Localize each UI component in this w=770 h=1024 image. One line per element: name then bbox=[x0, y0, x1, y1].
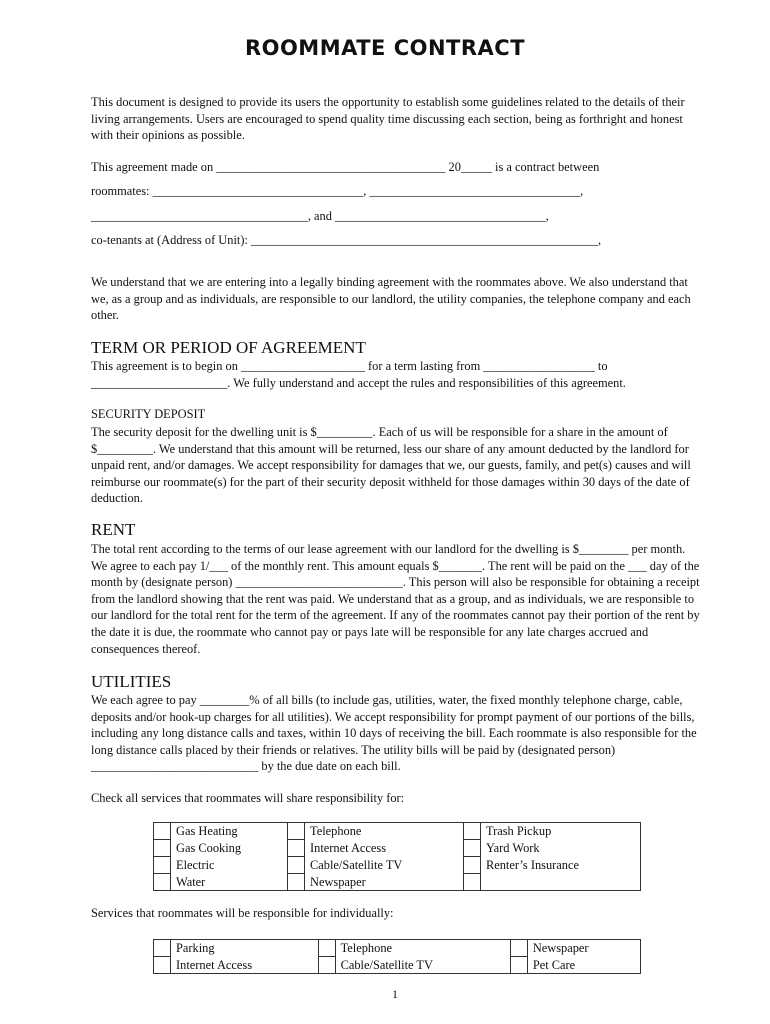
checkbox[interactable] bbox=[463, 857, 480, 874]
table-row bbox=[154, 940, 641, 957]
service-item: Cable/Satellite TV bbox=[335, 957, 510, 974]
service-item: Trash Pickup bbox=[480, 823, 640, 840]
table-row bbox=[154, 874, 641, 891]
checkbox[interactable] bbox=[318, 957, 335, 974]
table-row bbox=[154, 823, 641, 840]
table-row bbox=[154, 857, 641, 874]
checkbox[interactable] bbox=[463, 823, 480, 840]
roommates-line-2: ___________________________________, and __________________________________, bbox=[91, 209, 549, 223]
page-number: 1 bbox=[392, 987, 398, 1001]
service-item: Water bbox=[171, 874, 288, 891]
service-item: Telephone bbox=[305, 823, 464, 840]
service-item: Pet Care bbox=[527, 957, 640, 974]
document-title: ROOMMATE CONTRACT bbox=[244, 36, 526, 60]
checkbox[interactable] bbox=[288, 857, 305, 874]
service-item: Newspaper bbox=[305, 874, 464, 891]
rent-paragraph: The total rent according to the terms of our lease agreement with our landlord for the dwelling is $________ per month. We agree to each pay 1/___ of the monthly rent. This amount equals $_______. The rent will be paid on the ___ day of the month by (designate person) ___________________________. This person will also be responsible for obtaining a receipt from the landlord showing that the rent was paid. We understand that as a group, and as individuals, we are responsible to our landlord for the total rent for the term of the agreement. If any of the roommates cannot pay their portion of the rent by the date it is due, the roommate who cannot pay or pays late will be responsible for any late charges accrued and consequences thereof. bbox=[91, 542, 700, 656]
shared-services-table bbox=[153, 822, 641, 891]
service-item: Yard Work bbox=[480, 840, 640, 857]
service-item: Gas Heating bbox=[171, 823, 288, 840]
individual-services-table bbox=[153, 939, 641, 974]
checkbox[interactable] bbox=[154, 874, 171, 891]
service-item bbox=[480, 874, 640, 891]
checkbox[interactable] bbox=[154, 840, 171, 857]
checkbox[interactable] bbox=[318, 940, 335, 957]
service-item: Internet Access bbox=[305, 840, 464, 857]
service-item: Telephone bbox=[335, 940, 510, 957]
checkbox[interactable] bbox=[463, 840, 480, 857]
roommates-line: roommates: __________________________________, __________________________________, bbox=[91, 184, 584, 198]
service-item: Electric bbox=[171, 857, 288, 874]
term-paragraph: This agreement is to begin on ____________________ for a term lasting from __________________ to ______________________. We fully understand and accept the rules and responsibilities of this agreement. bbox=[91, 359, 626, 390]
checkbox[interactable] bbox=[154, 940, 171, 957]
service-item: Cable/Satellite TV bbox=[305, 857, 464, 874]
checkbox[interactable] bbox=[154, 857, 171, 874]
utilities-heading: UTILITIES bbox=[91, 672, 172, 691]
cotenants-line: co-tenants at (Address of Unit): ________________________________________________________, bbox=[91, 233, 602, 247]
checkbox[interactable] bbox=[510, 940, 527, 957]
table-row bbox=[154, 957, 641, 974]
service-item: Gas Cooking bbox=[171, 840, 288, 857]
binding-paragraph: We understand that we are entering into a legally binding agreement with the roommates above. We also understand that we, as a group and as individuals, are responsible to our landlord, the utility companies, the telephone company and each other. bbox=[91, 275, 691, 323]
shared-services-label: Check all services that roommates will share responsibility for: bbox=[91, 791, 405, 805]
term-heading: TERM OR PERIOD OF AGREEMENT bbox=[91, 338, 366, 357]
table-row bbox=[154, 840, 641, 857]
security-paragraph: The security deposit for the dwelling unit is $_________. Each of us will be responsible for a share in the amount of $_________. We understand that this amount will be returned, less our share of any amount deducted by the landlord for unpaid rent, and/or damages. We accept responsibility for damages that we, our guests, family, and pet(s) causes and will reimburse our roommate(s) for the part of their security deposit withheld for those damages within 30 days of the date of deduction. bbox=[91, 425, 691, 506]
intro-paragraph: This document is designed to provide its users the opportunity to establish some guidelines related to the details of their living arrangements. Users are encouraged to spend quality time discussing each section, being as forthright and honest with their opinions as possible. bbox=[91, 95, 685, 143]
checkbox[interactable] bbox=[510, 957, 527, 974]
checkbox[interactable] bbox=[154, 823, 171, 840]
rent-heading: RENT bbox=[91, 520, 136, 539]
individual-services-label: Services that roommates will be responsible for individually: bbox=[91, 906, 394, 920]
service-item: Newspaper bbox=[527, 940, 640, 957]
checkbox[interactable] bbox=[288, 823, 305, 840]
security-heading: SECURITY DEPOSIT bbox=[91, 407, 206, 421]
agreement-line: This agreement made on _____________________________________ 20_____ is a contract between bbox=[91, 160, 600, 174]
checkbox[interactable] bbox=[288, 874, 305, 891]
checkbox[interactable] bbox=[288, 840, 305, 857]
service-item: Parking bbox=[171, 940, 319, 957]
service-item: Internet Access bbox=[171, 957, 319, 974]
service-item: Renter’s Insurance bbox=[480, 857, 640, 874]
utilities-paragraph: We each agree to pay ________% of all bills (to include gas, utilities, water, the fixed monthly telephone charge, cable, deposits and/or hook-up charges for all utilities). We accept responsibility for prompt payment of our portions of the bills, including any long distance calls and taxes, within 10 days of receiving the bill. Each roommate is also responsible for the long distance calls placed by their friends or relatives. The utility bills will be paid by (designated person) ___________________________ by the due date on each bill. bbox=[91, 693, 697, 774]
checkbox[interactable] bbox=[463, 874, 480, 891]
checkbox[interactable] bbox=[154, 957, 171, 974]
